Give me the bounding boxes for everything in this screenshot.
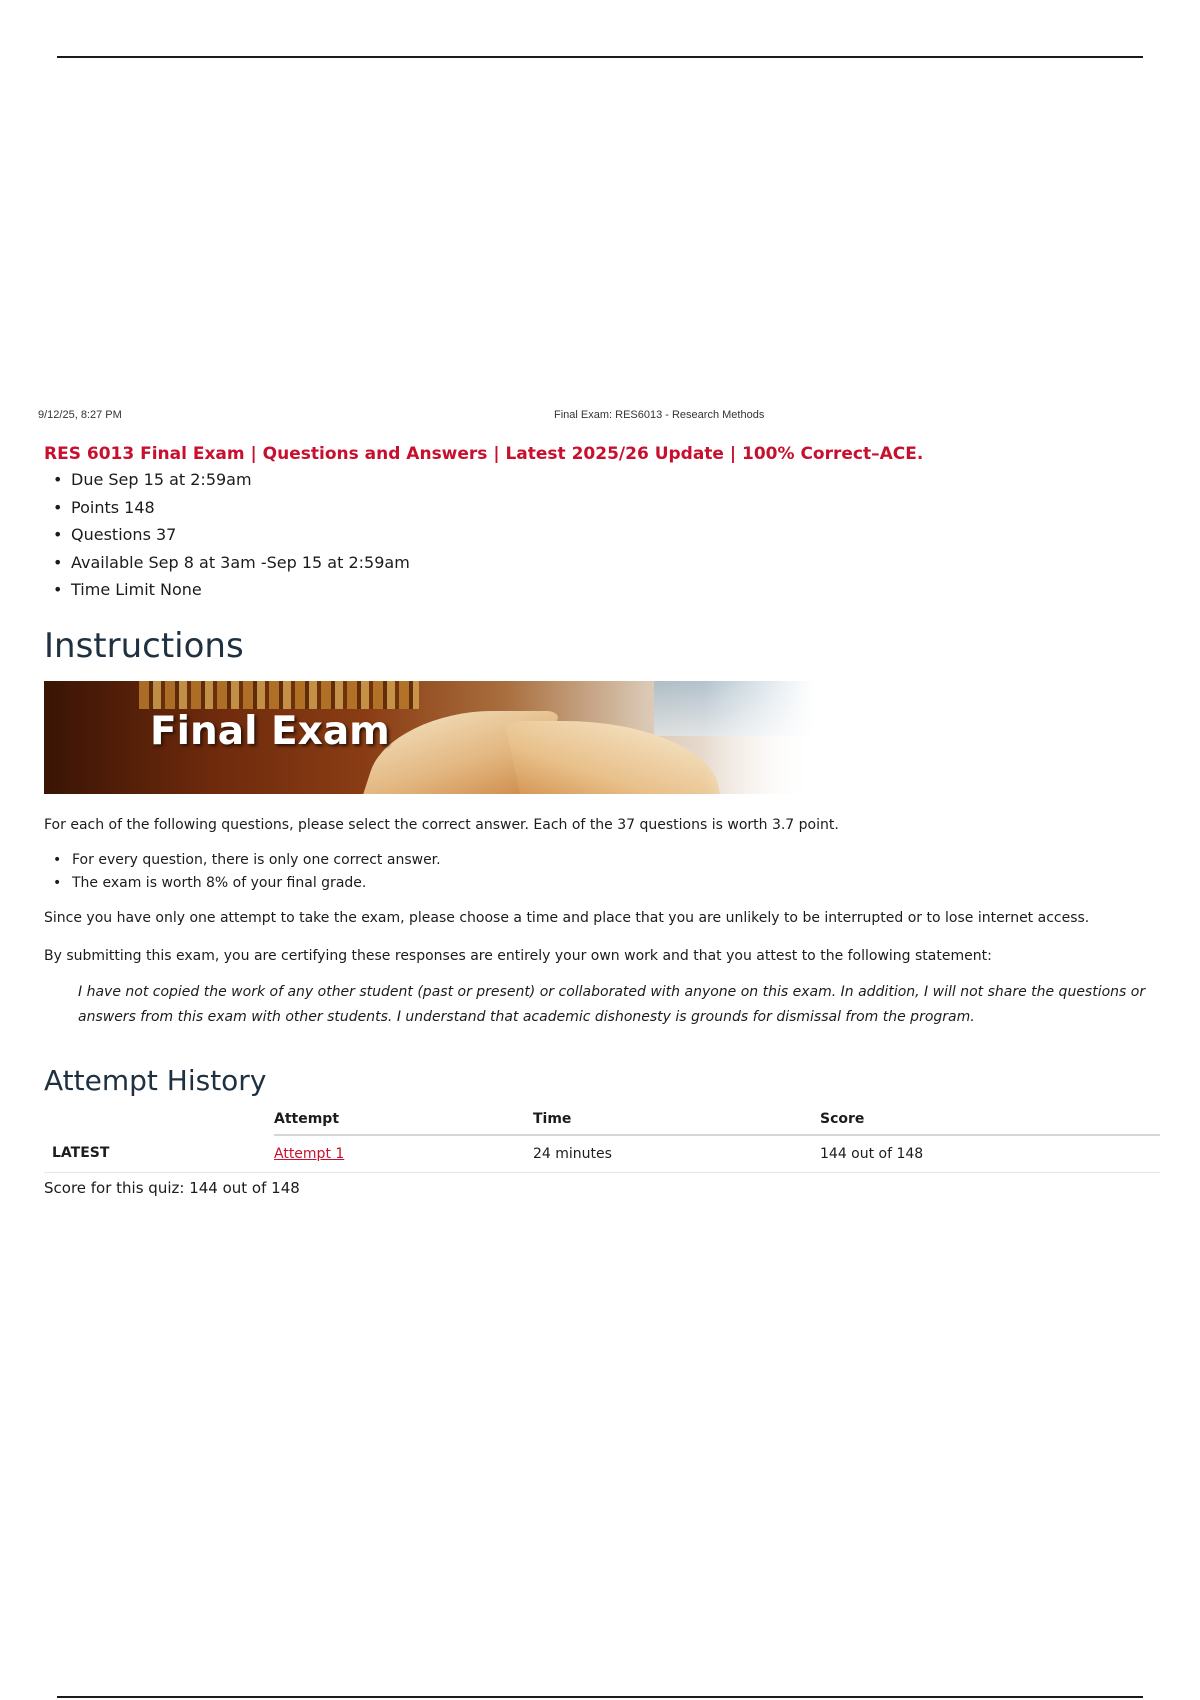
banner-fade (704, 681, 814, 794)
banner-bookshelf (139, 681, 419, 709)
certify-text: By submitting this exam, you are certifying these responses are entirely your own work and that you attest to the following statement: (44, 947, 992, 964)
attempt-time: 24 minutes (533, 1135, 820, 1173)
detail-time-limit: • Time Limit None (71, 576, 1164, 604)
bottom-rule (57, 1696, 1143, 1698)
attempt-history-heading: Attempt History (44, 1063, 267, 1097)
attempt-score: 144 out of 148 (820, 1135, 1160, 1173)
honesty-statement: I have not copied the work of any other student (past or present) or collaborated with anyone on this exam. In addition, I will not share the questions or answers from this exam with other students. I understand that academic dishonesty is grounds for dismissal from the program. (78, 983, 1146, 1025)
attempt-cell (274, 1135, 533, 1173)
print-header (38, 409, 1162, 425)
detail-questions: • Questions 37 (71, 521, 1164, 549)
column-header-status (44, 1104, 274, 1135)
detail-available: • Available Sep 8 at 3am -Sep 15 at 2:59am (71, 549, 1164, 577)
table-header-row (44, 1104, 1160, 1135)
detail-points: • Points 148 (71, 494, 1164, 522)
detail-due: • Due Sep 15 at 2:59am (71, 466, 1164, 494)
instructions-bullets (44, 849, 1164, 895)
attempt-link[interactable]: Attempt 1 (274, 1145, 345, 1162)
column-header-score: Score (820, 1104, 1160, 1135)
instructions-bullet: • For every question, there is only one correct answer. (72, 849, 1164, 872)
table-row (44, 1135, 1160, 1173)
column-header-attempt: Attempt (274, 1104, 533, 1135)
instructions-bullet: • The exam is worth 8% of your final grade. (72, 872, 1164, 895)
instructions-heading: Instructions (44, 625, 244, 666)
final-exam-banner (44, 681, 814, 794)
exam-content (44, 442, 1164, 1199)
print-page-title: Final Exam: RES6013 - Research Methods (554, 409, 765, 421)
document-title: RES 6013 Final Exam | Questions and Answers | Latest 2025/26 Update | 100% Correct–ACE. (44, 444, 924, 464)
instructions-intro: For each of the following questions, please select the correct answer. Each of the 37 questions is worth 3.7 point. (44, 816, 839, 833)
top-rule (57, 56, 1143, 58)
print-datetime: 9/12/25, 8:27 PM (38, 409, 122, 421)
banner-label: Final Exam (150, 708, 390, 754)
exam-details-list (44, 466, 1164, 604)
column-header-time: Time (533, 1104, 820, 1135)
quiz-score-summary: Score for this quiz: 144 out of 148 (44, 1178, 300, 1197)
attempt-note: Since you have only one attempt to take the exam, please choose a time and place that you are unlikely to be interrupted or to lose internet access. (44, 909, 1090, 926)
attempt-history-table (44, 1104, 1160, 1173)
attempt-status: LATEST (44, 1135, 274, 1173)
